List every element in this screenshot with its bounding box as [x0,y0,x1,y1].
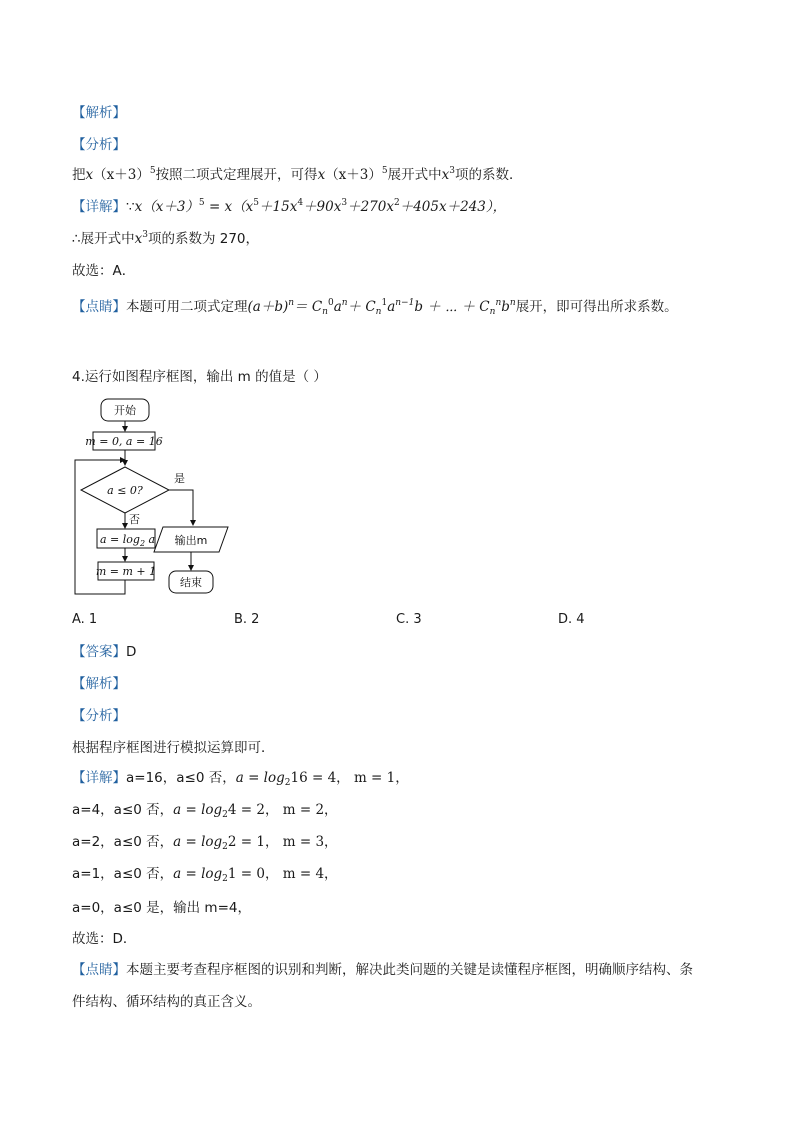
term-270: ＋270x [347,199,394,215]
dianjing-heading: 【点睛】 [72,299,126,315]
step-4-pre: a=1，a≤0 否， [72,866,174,882]
option-b[interactable]: B. 2 [234,612,260,627]
var-x-2: x [317,167,326,183]
step-1-sub: 2 [284,778,291,788]
analysis-heading-2: 【解析】 [72,676,126,692]
assign-m-label: m = m + 1 [95,565,157,578]
no-label: 否 [129,513,140,526]
fenxi-mid: 按照二项式定理展开，可得 [155,167,318,183]
x-sup-4: 4 [297,198,304,208]
a-n1: a [387,299,396,315]
therefore-pre: ∴展开式中 [72,231,135,247]
step-2-calc: a = log [173,802,223,818]
init-label: m = 0, a = 16 [85,435,163,448]
expand-left: x（x＋3） [134,199,199,215]
step-3 [72,833,338,851]
fenxi-mid2: 展开式中 [387,167,442,183]
term-15: ＋15x [259,199,298,215]
dianjing-pre: 本题可用二项式定理 [126,299,248,315]
plus-c: ＋ C [347,299,376,315]
fenxi-end: 项的系数． [454,167,523,183]
c-sup-1: 1 [381,298,388,308]
step-2-pre: a=4，a≤0 否， [72,802,174,818]
paren-expr-2: （x＋3） [325,167,382,183]
dianjing-heading-2: 【点睛】 [72,962,126,978]
question-stem: 4.运行如图程序框图，输出 m 的值是（ ） [72,369,327,385]
var-x: x [85,167,94,183]
dianjing-line-1 [72,298,678,316]
x-sup-5: 5 [253,198,260,208]
output-label: 输出m [174,534,208,547]
x3-base: x [441,167,450,183]
choose-d: 故选：D． [72,931,137,947]
fenxi-text-2: 根据程序框图进行模拟运算即可． [72,740,275,756]
flowchart [72,398,242,600]
c-sup-n: n [495,298,502,308]
b-n: b [501,299,510,315]
ab-expr: (a＋b) [247,299,289,315]
assign-a-pre: a = log [100,533,140,546]
c-sup-0: 0 [327,298,334,308]
a-sup-n-minus-1: n−1 [395,298,415,308]
decision-label: a ≤ 0? [107,484,143,497]
step-1-pre: a=16，a≤0 否， [126,770,236,786]
end-label: 结束 [180,576,202,589]
assign-a-sub: 2 [139,539,146,548]
b-tail: b ＋ ⋯ ＋ C [414,299,490,315]
ab-power-n: n [288,298,295,308]
step-4 [72,865,338,883]
x3-sup-2: 3 [142,230,148,240]
step-1-calc: a = log [235,770,285,786]
answer-line [72,643,136,661]
assign-a-tail: a [145,533,156,546]
term-tail: ＋405x＋243）， [399,199,507,215]
x-term: x [245,199,254,215]
a-sup-n: n [341,298,348,308]
coef-text: 项的系数为 270， [147,231,260,247]
fenxi-heading-2: 【分析】 [72,708,126,724]
c-sub-n-2: n [375,307,382,317]
step-3-calc: a = log [173,834,223,850]
step-2 [72,801,338,819]
step-4-sub: 2 [222,874,228,884]
dianjing-text-1: 本题主要考查程序框图的识别和判断，解决此类问题的关键是读懂程序框图，明确顺序结构、条 [126,962,693,978]
power-5-3: 5 [198,198,205,208]
x3-base-2: x [134,231,143,247]
dianjing-end: 展开，即可得出所求系数。 [515,299,678,315]
start-label: 开始 [114,404,136,417]
yes-label: 是 [174,472,185,485]
detail-line [72,198,506,216]
step-4-post: 1 = 0， m = 4， [227,866,338,882]
term-90: ＋90x [303,199,342,215]
because-symbol: ∵ [126,199,135,215]
detail-heading: 【详解】 [72,199,126,215]
step-3-pre: a=2，a≤0 否， [72,834,174,850]
expand-eq: = x（ [208,199,246,215]
eq-c: ＝ C [294,299,323,315]
step-1-post: 16 = 4， m = 1， [290,770,409,786]
detail-heading-2: 【详解】 [72,770,126,786]
fenxi-heading: 【分析】 [72,137,126,153]
paren-expr: （x＋3） [93,167,150,183]
step-3-post: 2 = 1， m = 3， [227,834,338,850]
option-a[interactable]: A. 1 [72,612,98,627]
power-5-2: 5 [381,166,388,176]
step-4-calc: a = log [173,866,223,882]
x-sup-2: 2 [393,198,400,208]
choose-a: 故选：A． [72,263,136,279]
step-1 [72,769,409,787]
last-step: a=0，a≤0 是，输出 m=4， [72,900,251,916]
dianjing-line-2a [72,961,693,979]
b-sup-n: n [509,298,516,308]
x-sup-3: 3 [341,198,348,208]
option-d[interactable]: D. 4 [558,612,585,627]
step-2-post: 4 = 2， m = 2， [227,802,338,818]
analysis-heading: 【解析】 [72,105,126,121]
step-2-sub: 2 [222,810,228,820]
x3-sup: 3 [449,166,455,176]
therefore-line [72,230,259,248]
step-3-sub: 2 [222,842,228,852]
power-5: 5 [149,166,156,176]
a-pow: a [333,299,342,315]
assign-a-label [100,533,155,548]
answer-heading: 【答案】 [72,644,126,660]
answer-value: D [126,644,137,660]
c-sub-n-3: n [489,307,496,317]
fenxi-text [72,166,522,184]
dianjing-line-2b: 件结构、循环结构的真正含义。 [72,994,261,1010]
c-sub-n: n [322,307,328,317]
arrow-yes [169,490,193,525]
option-c[interactable]: C. 3 [396,612,422,627]
fenxi-pre: 把 [72,167,86,183]
